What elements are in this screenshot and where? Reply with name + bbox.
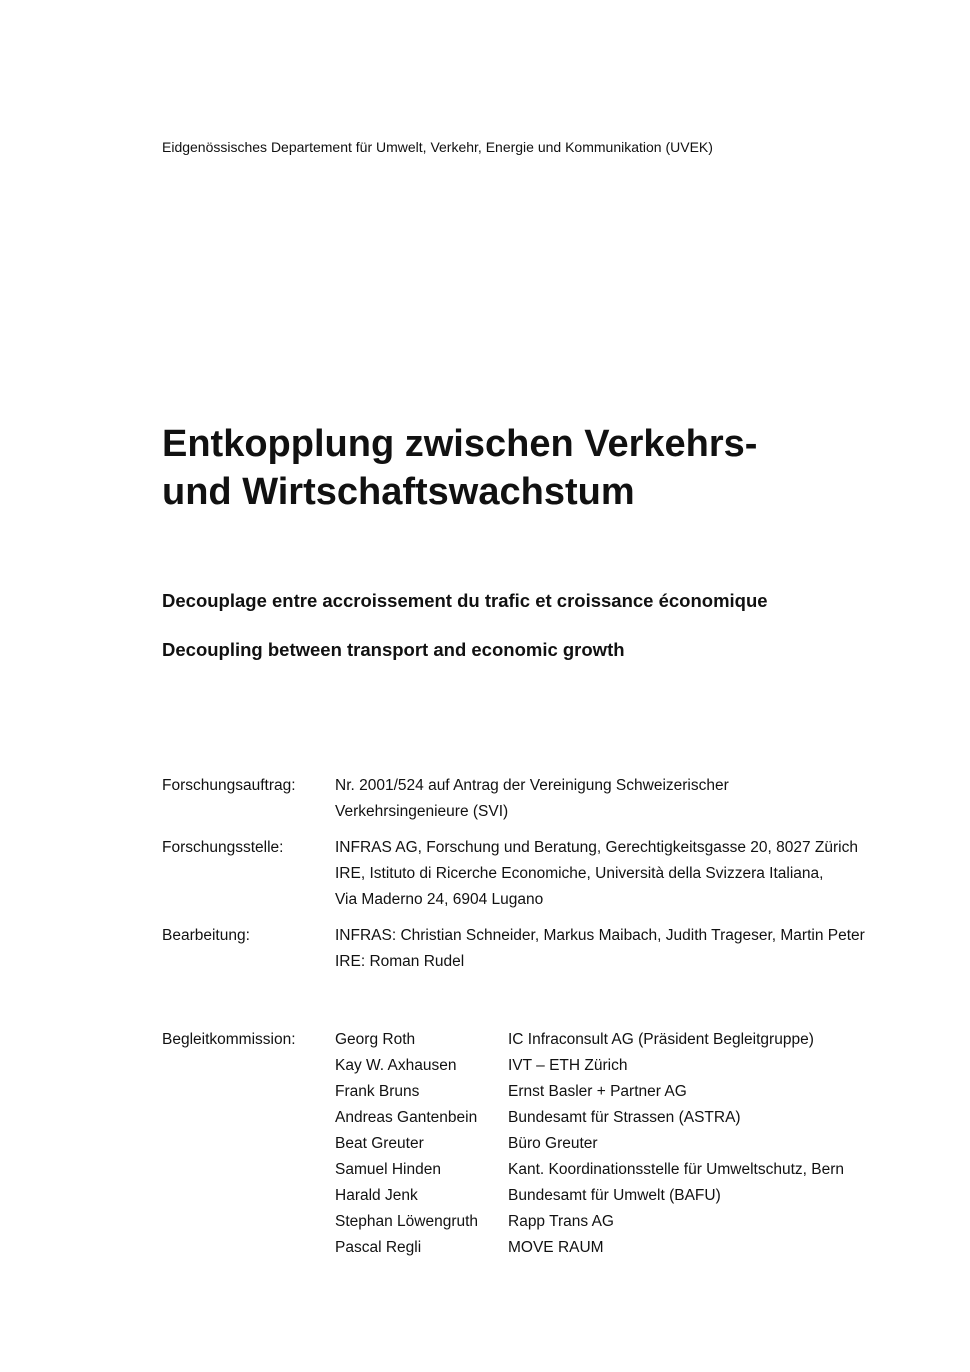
forschungsstelle-label: Forschungsstelle: [162, 839, 284, 856]
list-item [335, 1053, 955, 1079]
forschungsstelle-line: Via Maderno 24, 6904 Lugano [335, 891, 544, 908]
member-name: Frank Bruns [335, 1083, 420, 1100]
list-item [335, 1079, 955, 1105]
list-item [335, 1027, 955, 1053]
member-name: Samuel Hinden [335, 1161, 441, 1178]
bearbeitung-value [335, 923, 865, 975]
forschungsauftrag-line: Verkehrsingenieure (SVI) [335, 803, 509, 820]
bearbeitung-line: IRE: Roman Rudel [335, 953, 465, 970]
main-title-line: Entkopplung zwischen Verkehrs- [162, 423, 758, 465]
main-title [162, 420, 757, 516]
list-item [335, 1131, 955, 1157]
list-item [335, 1105, 955, 1131]
subtitle-french: Decouplage entre accroissement du trafic et croissance économique [162, 590, 768, 611]
member-organization: Bundesamt für Strassen (ASTRA) [508, 1109, 741, 1126]
subtitle-english: Decoupling between transport and economic growth [162, 639, 625, 660]
member-organization: MOVE RAUM [508, 1239, 604, 1256]
forschungsauftrag-line: Nr. 2001/524 auf Antrag der Vereinigung Schweizerischer [335, 777, 729, 794]
member-organization: Rapp Trans AG [508, 1213, 614, 1230]
member-organization: IC Infraconsult AG (Präsident Begleitgruppe) [508, 1031, 814, 1048]
forschungsstelle-value [335, 835, 858, 913]
begleitkommission-list [335, 1027, 955, 1261]
begleitkommission-label: Begleitkommission: [162, 1031, 296, 1048]
forschungsstelle-line: INFRAS AG, Forschung und Beratung, Gerechtigkeitsgasse 20, 8027 Zürich [335, 839, 858, 856]
list-item [335, 1209, 955, 1235]
member-name: Harald Jenk [335, 1187, 418, 1204]
member-name: Pascal Regli [335, 1239, 422, 1256]
bearbeitung-line: INFRAS: Christian Schneider, Markus Maibach, Judith Trageser, Martin Peter [335, 927, 865, 944]
member-name: Georg Roth [335, 1031, 416, 1048]
forschungsauftrag-value [335, 773, 729, 825]
member-organization: Bundesamt für Umwelt (BAFU) [508, 1187, 721, 1204]
member-organization: Ernst Basler + Partner AG [508, 1083, 687, 1100]
list-item [335, 1157, 955, 1183]
list-item [335, 1235, 955, 1261]
member-name: Kay W. Axhausen [335, 1057, 457, 1074]
main-title-line: und Wirtschaftswachstum [162, 471, 635, 513]
member-organization: Kant. Koordinationsstelle für Umweltschutz, Bern [508, 1161, 844, 1178]
member-organization: Büro Greuter [508, 1135, 598, 1152]
member-name: Andreas Gantenbein [335, 1109, 478, 1126]
department-header: Eidgenössisches Departement für Umwelt, Verkehr, Energie und Kommunikation (UVEK) [162, 139, 713, 155]
bearbeitung-label: Bearbeitung: [162, 927, 250, 944]
member-name: Beat Greuter [335, 1135, 424, 1152]
forschungsauftrag-label: Forschungsauftrag: [162, 777, 296, 794]
list-item [335, 1183, 955, 1209]
member-name: Stephan Löwengruth [335, 1213, 479, 1230]
member-organization: IVT – ETH Zürich [508, 1057, 628, 1074]
forschungsstelle-line: IRE, Istituto di Ricerche Economiche, Università della Svizzera Italiana, [335, 865, 824, 882]
